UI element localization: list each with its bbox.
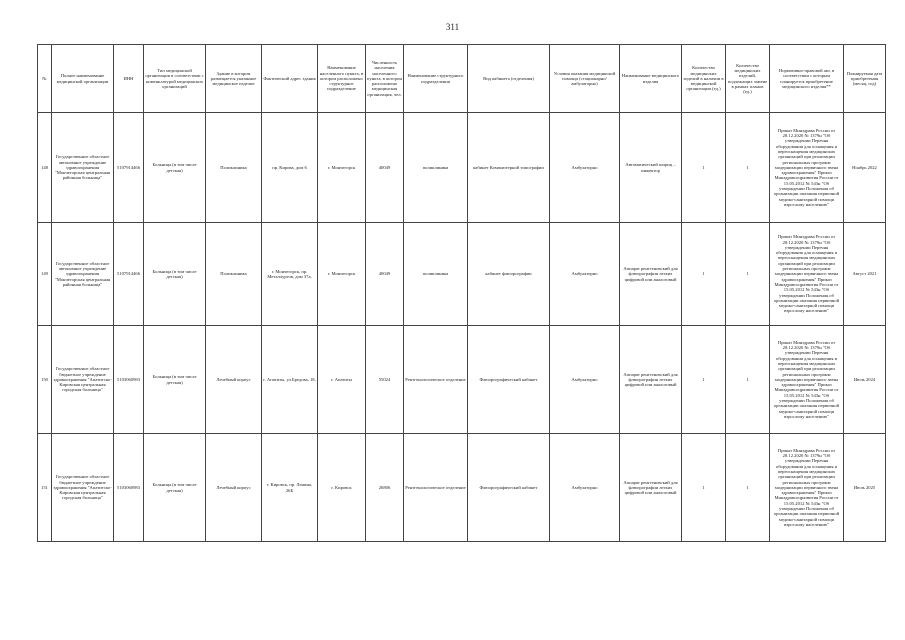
locality: г. Мончегорск: [318, 113, 366, 223]
inn: 5107914466: [114, 223, 144, 326]
table-row: [38, 434, 886, 542]
quantity-to-replace: 1: [726, 113, 770, 223]
quantity-available: 1: [682, 326, 726, 434]
quantity-available: 1: [682, 434, 726, 542]
header-cell: Нормативно-правовой акт, в соответствии с которым планируется приобретение медицинского изделия**: [770, 45, 844, 113]
device-name: Автоматический шприц – инжектор: [620, 113, 682, 223]
table-header-row: [38, 45, 886, 113]
organization-name: Государственное областное бюджетное учреждение здравоохранения "Апатитско-Кировская центральная городская больница": [52, 326, 114, 434]
cabinet-type: Флюорографический кабинет: [468, 326, 550, 434]
table-row: [38, 223, 886, 326]
header-cell: №: [38, 45, 52, 113]
quantity-available: 1: [682, 223, 726, 326]
organization-type: Больница (в том числе детская): [144, 113, 206, 223]
header-cell: Тип медицинской организации в соответствии с номенклатурой медицинских организаций: [144, 45, 206, 113]
header-cell: Количество медицинских изделий в наличии в медицинской организации (ед.): [682, 45, 726, 113]
planned-date: Июль 2025: [844, 434, 886, 542]
care-conditions: Амбулаторно: [550, 326, 620, 434]
equipment-registry-table: [37, 44, 886, 542]
row-number: 151: [38, 434, 52, 542]
quantity-to-replace: 1: [726, 326, 770, 434]
cabinet-type: Флюорографический кабинет: [468, 434, 550, 542]
header-cell: Условия оказания медицинской помощи (стационарно/амбулаторно): [550, 45, 620, 113]
planned-date: Август 2021: [844, 223, 886, 326]
legal-act: Приказ Минздрава России от 28.12.2020 № 1379н "Об утверждении Перечня оборудования для оснащения и переоснащения медицинских организаций при реализации региональных программ модернизации первичного звена здравоохранения" Приказ Минздравсоцразвития России от 15.05.2012 № 543н "Об утверждении Положения об организации оказания первичной медико-санитарной помощи взрослому населению": [770, 113, 844, 223]
device-name: Аппарат рентгеновский для флюорографии легких цифровой или аналоговый: [620, 434, 682, 542]
division: поликлиника: [404, 223, 468, 326]
address: г. Мончегорск, пр. Металлургов, дом 37а,: [262, 223, 318, 326]
population: 26806: [366, 434, 404, 542]
locality: г. Кировск: [318, 434, 366, 542]
population: 40049: [366, 113, 404, 223]
quantity-available: 1: [682, 113, 726, 223]
building: Поликлиника: [206, 223, 262, 326]
device-name: Аппарат рентгеновский для флюорографии легких цифровой или аналоговый: [620, 326, 682, 434]
organization-type: Больница (в том числе детская): [144, 223, 206, 326]
population: 55024: [366, 326, 404, 434]
address: пр. Кирова, дом 6: [262, 113, 318, 223]
planned-date: Июль 2024: [844, 326, 886, 434]
header-cell: Наименование структурного подразделения: [404, 45, 468, 113]
population: 40049: [366, 223, 404, 326]
header-cell: Планируемая дата приобретения (месяц, год): [844, 45, 886, 113]
quantity-to-replace: 1: [726, 434, 770, 542]
header-cell: Здание в котором размещается указанное медицинское изделие: [206, 45, 262, 113]
address: г. Кировск, пр. Ленина, 26Б: [262, 434, 318, 542]
organization-type: Больница (в том числе детская): [144, 326, 206, 434]
organization-name: Государственное областное автономное учреждение здравоохранения "Мончегорская центральная районная больница": [52, 113, 114, 223]
building: Лечебный корпус: [206, 434, 262, 542]
address: г. Апатиты, ул.Бредова, 18,: [262, 326, 318, 434]
header-cell: Полное наименование медицинской организации: [52, 45, 114, 113]
organization-name: Государственное областное автономное учреждение здравоохранения "Мончегорская центральная районная больница": [52, 223, 114, 326]
division: поликлиника: [404, 113, 468, 223]
table-row: [38, 113, 886, 223]
building: Поликлиника: [206, 113, 262, 223]
legal-act: Приказ Минздрава России от 28.12.2020 № 1379н "Об утверждении Перечня оборудования для оснащения и переоснащения медицинских организаций при реализации региональных программ модернизации первичного звена здравоохранения" Приказ Минздравсоцразвития России от 15.05.2012 № 543н "Об утверждении Положения об организации оказания первичной медико-санитарной помощи взрослому населению": [770, 223, 844, 326]
header-cell: ИНН: [114, 45, 144, 113]
header-cell: Фактический адрес здания: [262, 45, 318, 113]
locality: г. Мончегорск: [318, 223, 366, 326]
device-name: Аппарат рентгеновский для флюорографии легких цифровой или аналоговый: [620, 223, 682, 326]
locality: г. Апатиты: [318, 326, 366, 434]
quantity-to-replace: 1: [726, 223, 770, 326]
header-cell: Вид кабинета (отделения): [468, 45, 550, 113]
table-row: [38, 326, 886, 434]
legal-act: Приказ Минздрава России от 28.12.2020 № 1379н "Об утверждении Перечня оборудования для оснащения и переоснащения медицинских организаций при реализации региональных программ модернизации первичного звена здравоохранения" Приказ Минздравсоцразвития России от 15.05.2012 № 543н "Об утверждении Положения об организации оказания первичной медико-санитарной помощи взрослому населению": [770, 434, 844, 542]
page-number: 311: [445, 22, 460, 32]
planned-date: Ноябрь 2022: [844, 113, 886, 223]
header-cell: Численность населения населенного пункта, в котором расположено медицинская организация, чел.: [366, 45, 404, 113]
organization-name: Государственное областное бюджетное учреждение здравоохранения "Апатитско-Кировская центральная городская больница": [52, 434, 114, 542]
inn: 5103060983: [114, 434, 144, 542]
legal-act: Приказ Минздрава России от 28.12.2020 № 1379н "Об утверждении Перечня оборудования для оснащения и переоснащения медицинских организаций при реализации региональных программ модернизации первичного звена здравоохранения" Приказ Минздравсоцразвития России от 15.05.2012 № 543н "Об утверждении Положения об организации оказания первичной медико-санитарной помощи взрослому населению": [770, 326, 844, 434]
care-conditions: Амбулаторно: [550, 113, 620, 223]
inn: 5103060983: [114, 326, 144, 434]
care-conditions: Амбулаторно: [550, 434, 620, 542]
row-number: 148: [38, 113, 52, 223]
header-cell: Наименование населенного пункта, в котором расположено структурное подразделение: [318, 45, 366, 113]
cabinet-type: кабинет флюорографии: [468, 223, 550, 326]
building: Лечебный корпус: [206, 326, 262, 434]
cabinet-type: кабинет Компьютерной томографии: [468, 113, 550, 223]
inn: 5107914466: [114, 113, 144, 223]
division: Рентгенологическое отделение: [404, 434, 468, 542]
row-number: 150: [38, 326, 52, 434]
header-cell: Количество медицинских изделий, подлежащих замене в рамках планов (ед.): [726, 45, 770, 113]
care-conditions: Амбулаторно: [550, 223, 620, 326]
organization-type: Больница (в том числе детская): [144, 434, 206, 542]
header-cell: Наименование медицинского изделия: [620, 45, 682, 113]
division: Рентгенологическое отделение: [404, 326, 468, 434]
row-number: 149: [38, 223, 52, 326]
